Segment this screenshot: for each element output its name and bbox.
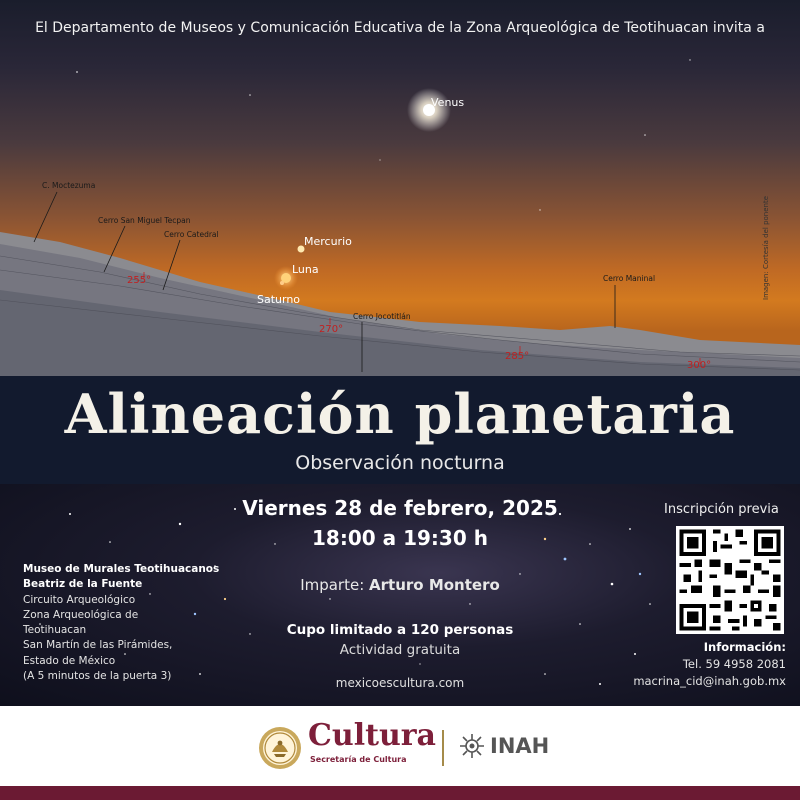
- event-time: 18:00 a 19:30 h: [312, 526, 488, 550]
- degree-label: 255°: [127, 275, 152, 286]
- free-activity-text: Actividad gratuita: [339, 642, 461, 658]
- degree-label: 300°: [687, 360, 712, 371]
- capacity-text: Cupo limitado a 120 personas: [286, 622, 514, 638]
- secretaria-text: Secretaría de Cultura: [310, 755, 407, 764]
- event-section: [0, 484, 800, 706]
- invite-text: El Departamento de Museos y Comunicación Educativa de la Zona Arqueológica de Teotihuacan invita a: [35, 20, 765, 36]
- venue-line: Estado de México: [23, 654, 116, 667]
- tecpan-label: Cerro San Miguel Tecpan: [98, 216, 191, 225]
- mercurio-label: Mercurio: [304, 235, 352, 248]
- venue-name-2: Beatriz de la Fuente: [23, 578, 143, 591]
- degree-label: 285°: [505, 351, 530, 362]
- footer-bar: [0, 786, 800, 800]
- venus-label: Venus: [431, 96, 465, 109]
- speaker-name: Arturo Montero: [369, 576, 500, 594]
- registration-title: Inscripción previa: [664, 502, 779, 517]
- venue-line: Zona Arqueológica de: [23, 608, 139, 621]
- website-link[interactable]: mexicoescultura.com: [335, 676, 465, 690]
- venue-name: Museo de Murales Teotihuacanos: [23, 563, 220, 575]
- speaker-label: Imparte:: [300, 576, 370, 594]
- national-seal-icon: [258, 726, 302, 770]
- venue-line: (A 5 minutos de la puerta 3): [23, 670, 172, 683]
- qr-code[interactable]: [676, 526, 784, 634]
- phone-number[interactable]: Tel. 59 4958 2081: [682, 657, 786, 671]
- cultura-logo: Cultura: [308, 718, 436, 753]
- saturno-planet: [280, 281, 284, 285]
- info-title: Información:: [703, 640, 786, 654]
- venue-line: Circuito Arqueológico: [23, 593, 136, 606]
- inah-emblem-icon: [458, 732, 486, 760]
- jocotitlan-label: Cerro Jocotitlán: [353, 312, 411, 321]
- sky-image: [0, 0, 800, 376]
- image-credit: Imagen: Cortesía del ponente: [762, 195, 770, 300]
- degree-label: 270°: [319, 324, 344, 335]
- venue-line: Teotihuacan: [23, 624, 87, 637]
- inah-logo: INAH: [490, 734, 550, 758]
- footer: [0, 706, 800, 786]
- event-subtitle: Observación nocturna: [295, 452, 505, 474]
- venue-line: San Martín de las Pirámides,: [23, 639, 173, 652]
- luna-label: Luna: [292, 263, 319, 276]
- title-band: [0, 376, 800, 484]
- saturno-label: Saturno: [257, 293, 301, 306]
- catedral-label: Cerro Catedral: [164, 230, 219, 239]
- maninal-label: Cerro Maninal: [603, 274, 656, 283]
- venue-address: [23, 562, 219, 684]
- moctezuma-label: C. Moctezuma: [42, 181, 96, 190]
- event-title: Alineación planetaria: [64, 382, 736, 446]
- footer-divider: [442, 730, 444, 766]
- event-date: Viernes 28 de febrero, 2025: [242, 496, 558, 520]
- email-address[interactable]: macrina_cid@inah.gob.mx: [633, 674, 786, 688]
